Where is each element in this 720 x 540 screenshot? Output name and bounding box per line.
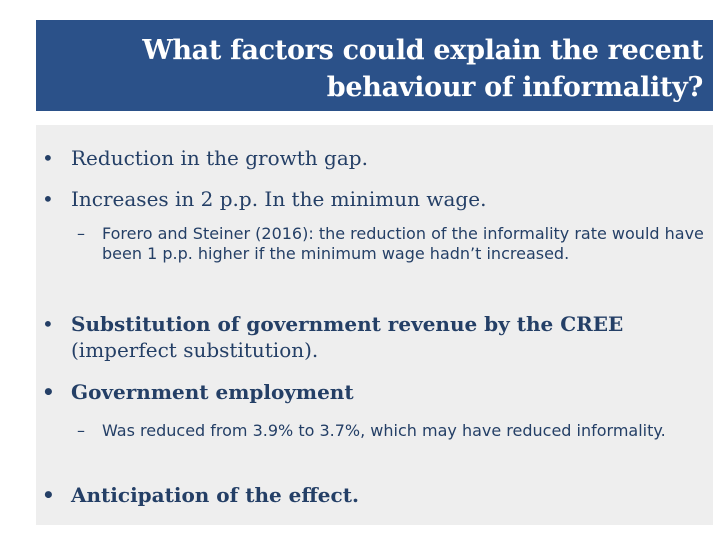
content-box <box>36 125 713 525</box>
bullet-marker: • <box>42 312 54 336</box>
sub-bullet-text: Was reduced from 3.9% to 3.7%, which may have reduced informality. <box>102 421 666 440</box>
sub-bullet-marker: – <box>77 224 85 243</box>
bullet-marker: • <box>42 146 54 170</box>
slide-title: What factors could explain the recent behaviour of informality? <box>142 35 703 103</box>
bullet-text: Increases in 2 p.p. In the minimun wage. <box>71 187 487 211</box>
bullet-text: Government employment <box>71 380 354 404</box>
bullet-text <box>71 311 701 363</box>
bullet-marker: • <box>42 483 55 507</box>
bullet-text-rest: (imperfect substitution). <box>71 338 319 362</box>
bullet-text-bold: Substitution of government revenue by the CREE <box>71 312 624 336</box>
bullet-marker: • <box>42 187 54 211</box>
bullet-text: Anticipation of the effect. <box>71 483 359 507</box>
sub-bullet-text: Forero and Steiner (2016): the reduction of the informality rate would have been 1 p.p. higher if the minimum wage hadn’t increased. <box>102 224 704 263</box>
bullet-text: Reduction in the growth gap. <box>71 146 368 170</box>
bullet-marker: • <box>42 380 55 404</box>
title-bar <box>36 20 713 111</box>
sub-bullet-marker: – <box>77 421 85 440</box>
